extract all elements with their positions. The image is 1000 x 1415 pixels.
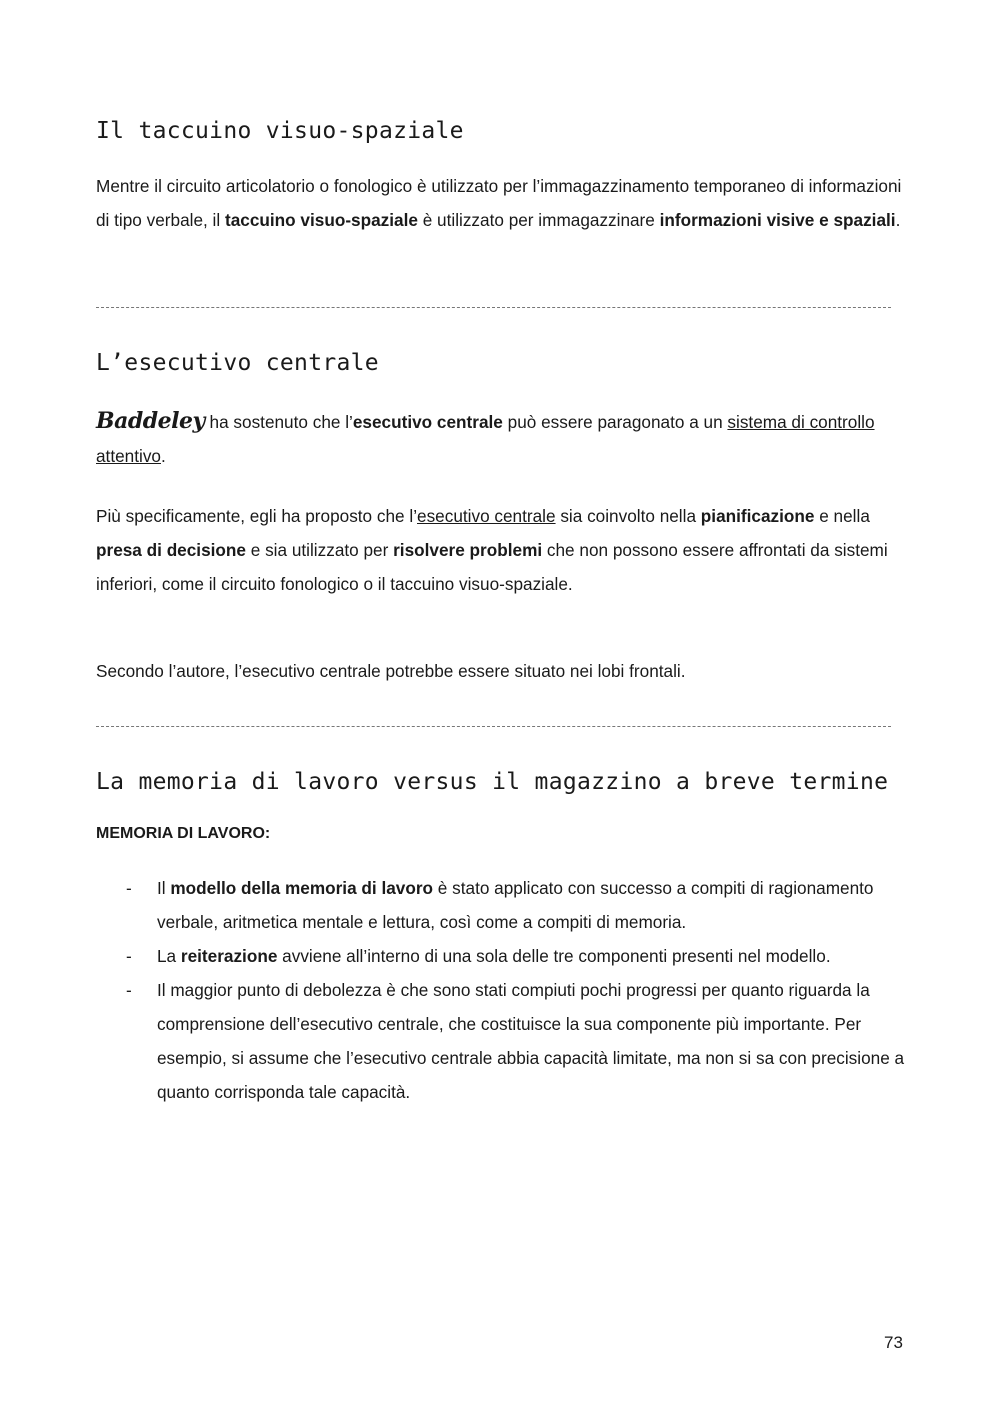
page-number: 73 bbox=[884, 1333, 903, 1352]
bold-term-esecutivo: esecutivo centrale bbox=[352, 412, 503, 432]
author-name: Baddeley bbox=[96, 408, 205, 434]
bold-term-pianificazione: pianificazione bbox=[700, 506, 815, 526]
paragraph-esecutivo-3: Secondo l’autore, l’esecutivo centrale potrebbe essere situato nei lobi frontali. bbox=[96, 661, 686, 681]
bullet-dash: - bbox=[126, 946, 132, 966]
paragraph-esecutivo-1: Baddeley ha sostenuto che l’esecutivo centrale può essere paragonato a un sistema di controllo attentivo. bbox=[96, 408, 875, 466]
bold-term-reiterazione: reiterazione bbox=[180, 946, 278, 966]
bold-term-taccuino: taccuino visuo-spaziale bbox=[224, 210, 418, 230]
section-title-taccuino: Il taccuino visuo-spaziale bbox=[96, 118, 464, 144]
bold-term-modello: modello della memoria di lavoro bbox=[170, 878, 434, 898]
subheading-memoria-lavoro: MEMORIA DI LAVORO: bbox=[96, 825, 271, 842]
underlined-term-esecutivo: esecutivo centrale bbox=[417, 506, 556, 526]
dashed-divider bbox=[96, 726, 891, 727]
paragraph-esecutivo-2: Più specificamente, egli ha proposto che l’esecutivo centrale sia coinvolto nella pianificazione e nella presa di decisione e sia utilizzato per risolvere problemi che non possono essere affrontati da sistemi inferiori, come il circuito fonologico o il taccuino visuo-spaziale. bbox=[96, 506, 888, 594]
bullet-dash: - bbox=[126, 878, 132, 898]
section-title-esecutivo: L’esecutivo centrale bbox=[96, 350, 379, 376]
bullet-dash: - bbox=[126, 980, 132, 1000]
list-item: - Il maggior punto di debolezza è che sono stati compiuti pochi progressi per quanto riguarda la comprensione dell’esecutivo centrale, che costituisce la sua componente più importante. Per esempio, si assume che l’esecutivo centrale abbia capacità limitate, ma non si sa con precisione a quanto corrisponda tale capacità. bbox=[96, 973, 906, 1109]
bold-term-risolvere: risolvere problemi bbox=[393, 540, 543, 560]
list-item: - Il modello della memoria di lavoro è stato applicato con successo a compiti di ragionamento verbale, aritmetica mentale e lettura, così come a compiti di memoria. bbox=[96, 871, 906, 939]
bullet-list bbox=[96, 871, 906, 1109]
list-item: - La reiterazione avviene all’interno di una sola delle tre componenti presenti nel modello. bbox=[96, 939, 906, 973]
bold-term-informazioni: informazioni visive e spaziali bbox=[659, 210, 896, 230]
section-title-memoria: La memoria di lavoro versus il magazzino a breve termine bbox=[96, 769, 889, 795]
document-page bbox=[96, 0, 906, 1415]
dashed-divider bbox=[96, 307, 891, 308]
bold-term-presa-decisione: presa di decisione bbox=[96, 540, 246, 560]
paragraph-taccuino: Mentre il circuito articolatorio o fonologico è utilizzato per l’immagazzinamento temporaneo di informazioni di tipo verbale, il taccuino visuo-spaziale è utilizzato per immagazzinare informazioni visive e spaziali. bbox=[96, 176, 902, 230]
underlined-term-sistema: sistema di controllo attentivo bbox=[96, 412, 875, 466]
